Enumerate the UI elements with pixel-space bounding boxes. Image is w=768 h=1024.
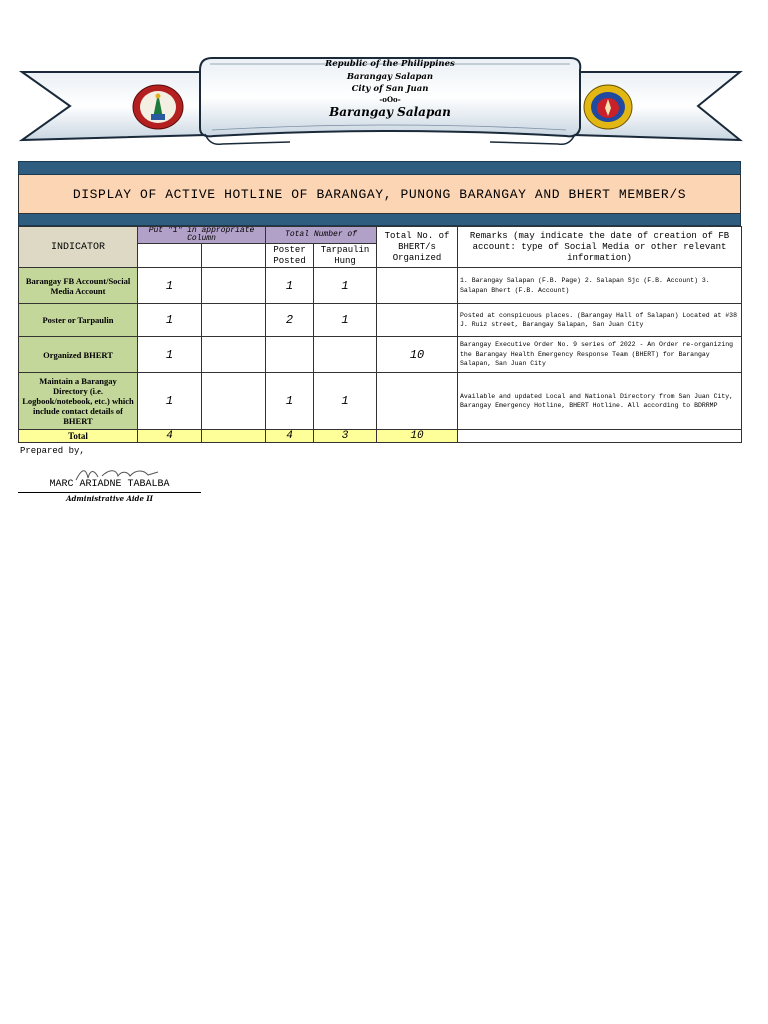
tarpaulin-hung-header: Tarpaulin Hung [314,244,377,268]
check-col-1-cell: 1 [138,373,202,430]
republic-line: Republic of the Philippines [325,59,455,69]
bhert-cell [377,304,458,337]
poster-cell: 1 [266,268,314,304]
tarpaulin-cell: 1 [314,373,377,430]
total-tarpaulin: 3 [314,430,377,443]
signature-line [18,492,201,493]
total-bhert: 10 [377,430,458,443]
prepared-by-label: Prepared by, [20,446,85,456]
remarks-cell: Available and updated Local and National Directory from San Juan City, Barangay Emergency Hotline, BHERT Hotline. All according to BDRRMP [458,373,742,430]
check-col-1-cell: 1 [138,304,202,337]
document-title-row [18,175,741,214]
total-row [19,430,742,443]
check-col-2-cell [202,268,266,304]
total-poster: 4 [266,430,314,443]
sub-color-bar [18,214,741,226]
indicator-header: INDICATOR [19,227,138,268]
signatory-name: MARC ARIADNE TABALBA [49,479,170,490]
tarpaulin-cell [314,337,377,373]
check-group-header: Put "1" in appropriate Column [138,227,266,244]
bhert-cell [377,373,458,430]
total-col-1: 4 [138,430,202,443]
barangay-line: Barangay Salapan [346,71,434,82]
banner-title: Barangay Salapan [329,104,451,119]
total-col-2 [202,430,266,443]
city-seal-icon [583,84,633,130]
check-col-1-cell: 1 [138,268,202,304]
remarks-header: Remarks (may indicate the date of creation of FB account: type of Social Media or other relevant information) [458,227,742,268]
check-col-2-cell [202,304,266,337]
document-title: DISPLAY OF ACTIVE HOTLINE OF BARANGAY, PUNONG BARANGAY AND BHERT MEMBER/S [72,186,687,202]
total-label: Total [19,430,138,443]
bhert-organized-header: Total No. of BHERT/s Organized [377,227,458,268]
total-number-header: Total Number of [266,227,377,244]
city-line: City of San Juan [351,84,429,94]
bhert-cell [377,268,458,304]
hotline-table [18,226,742,443]
indicator-cell: Maintain a Barangay Directory (i.e. Logbook/notebook, etc.) which include contact details of BHERT [19,373,138,430]
poster-posted-header: Poster Posted [266,244,314,268]
remarks-cell: 1. Barangay Salapan (F.B. Page) 2. Salapan Sjc (F.B. Account) 3. Salapan Bhert (F.B. Account) [458,268,742,304]
report-sheet [18,161,741,443]
table-row [19,337,742,373]
banner-heading [205,58,575,120]
remarks-cell: Posted at conspicuous places. (Barangay Hall of Salapan) Located at #38 J. Ruiz street, Barangay Salapan, San Juan City [458,304,742,337]
top-color-bar [18,161,741,175]
bhert-cell: 10 [377,337,458,373]
indicator-cell: Poster or Tarpaulin [19,304,138,337]
header-row-1 [19,227,742,244]
signatory-position: Administrative Aide II [66,494,153,503]
poster-cell: 2 [266,304,314,337]
check-col-1-header [138,244,202,268]
check-col-1-cell: 1 [138,337,202,373]
total-remarks [458,430,742,443]
indicator-cell: Organized BHERT [19,337,138,373]
check-col-2-cell [202,373,266,430]
check-col-2-cell [202,337,266,373]
indicator-cell: Barangay FB Account/Social Media Account [19,268,138,304]
tarpaulin-cell: 1 [314,268,377,304]
header-banner [0,0,768,160]
table-row [19,304,742,337]
check-col-2-header [202,244,266,268]
remarks-cell: Barangay Executive Order No. 9 series of 2022 - An Order re-organizing the Barangay Health Emergency Response Team (BHERT) for Barangay Salapan, San Juan City [458,337,742,373]
barangay-seal-icon [132,84,184,130]
table-row [19,373,742,430]
tarpaulin-cell: 1 [314,304,377,337]
banner-separator: -oOo- [379,94,401,104]
poster-cell: 1 [266,373,314,430]
poster-cell [266,337,314,373]
table-row [19,268,742,304]
